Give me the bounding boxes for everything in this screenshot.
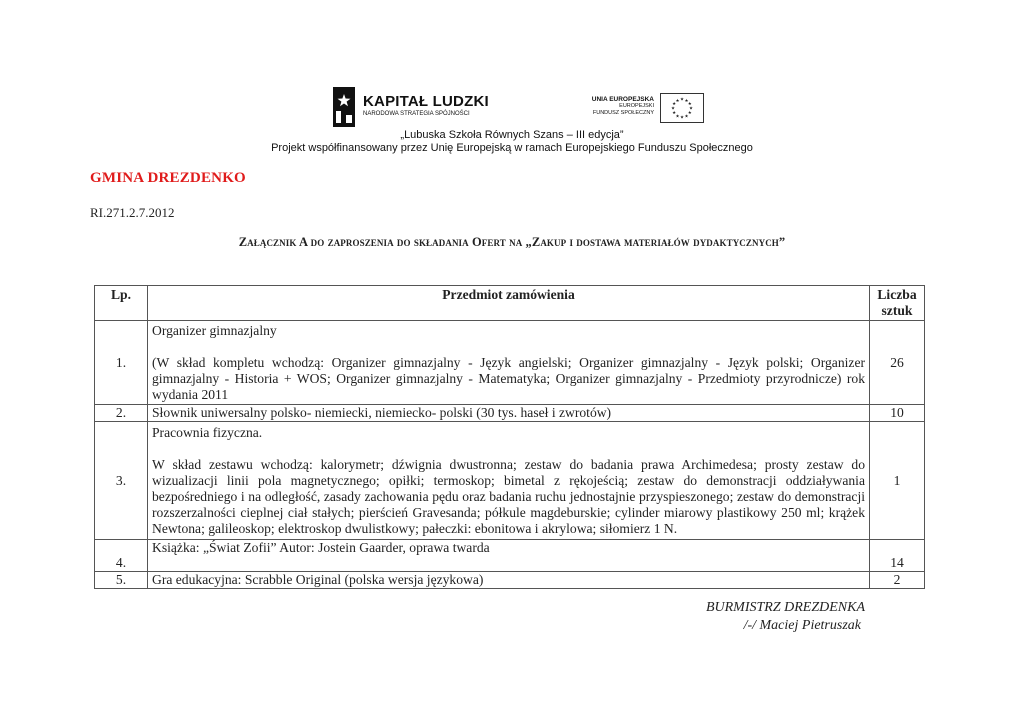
header-lp: Lp. [95,286,148,321]
signature-title: BURMISTRZ DREZDENKA [705,600,865,615]
kapital-ludzki-subtitle: NARODOWA STRATEGIA SPÓJNOŚCI [363,111,470,117]
eu-star-icon: ★ [687,110,692,116]
header-qty-line2: sztuk [881,303,913,318]
row-item [148,540,870,572]
row-qty: 26 [870,321,925,405]
table-row [95,405,925,422]
eu-logo [591,93,704,123]
row-item [148,422,870,540]
row-qty: 1 [870,422,925,540]
row-lp: 5. [95,572,148,589]
row-description: (W skład kompletu wchodzą: Organizer gimnazjalny - Język angielski; Organizer gimnazjalny - Język polski; Organizer gimnazjalny - Historia + WOS; Organizer gimnazjalny - Matematyka; Organizer gimnazjalny - Przedmioty przyrodnicze) rok wydania 2011 [152,354,865,402]
eu-star-icon: ★ [679,114,685,120]
cofinancing-note: Projekt współfinansowany przez Unię Europejską w ramach Europejskiego Funduszu Społecznego [271,142,753,154]
eu-star-icon: ★ [672,101,677,107]
eu-star-icon: ★ [687,101,692,107]
header-qty [870,286,925,321]
eu-fund-line1: EUROPEJSKI [619,103,654,109]
signature-name: /-/ Maciej Pietruszak [743,618,861,633]
row-item [148,572,870,589]
row-lp: 1. [95,321,148,405]
table-row [95,422,925,540]
signature-block [706,600,865,634]
table-header-row [95,286,925,321]
eu-star-icon: ★ [675,97,680,103]
eu-star-icon: ★ [688,105,694,111]
row-item [148,405,870,422]
order-table [94,285,925,589]
kapital-ludzki-logo-icon [333,87,355,127]
row-title: Gra edukacyjna: Scrabble Original (polska wersja językowa) [152,572,484,587]
row-lp: 4. [95,540,148,572]
annex-title: Załącznik A do zaproszenia do składania Ofert na „Zakup i dostawa materiałów dydaktycznych” [238,235,786,249]
row-title: Organizer gimnazjalny [152,322,277,338]
row-title: Słownik uniwersalny polsko- niemiecki, niemiecko- polski (30 tys. haseł i zwrotów) [152,405,612,420]
table-row [95,572,925,589]
eu-star-icon: ★ [675,113,680,119]
row-lp: 2. [95,405,148,422]
header-item: Przedmiot zamówienia [148,286,870,321]
eu-star-icon: ★ [684,113,689,119]
table-row [95,321,925,405]
eu-star-icon: ★ [684,97,689,103]
municipality-name: GMINA DREZDENKO [90,170,246,186]
project-name: „Lubuska Szkoła Równych Szans – III edycja” [400,129,624,141]
reference-number: RI.271.2.7.2012 [90,205,175,220]
row-title: Pracownia fizyczna. [152,424,263,440]
eu-star-icon: ★ [679,96,685,102]
eu-logo-text [592,96,654,117]
row-description: W skład zestawu wchodzą: kalorymetr; dźwignia dwustronna; zestaw do badania prawa Archimedesa; prosty zestaw do wizualizacji linii pola magnetycznego; opiłki; termoskop; bimetal z rękojeścią; zestaw do demonstracji oddziaływania bezpośredniego i na odległość, zasady zachowania pędu oraz badania ruchu jednostajnie przyspieszonego; zestaw do demonstracji rozszerzalności cieplnej ciał stałych; pierścień Gravesanda; półkule magdeburskie; cylinder miarowy plastikowy 250 ml; krążek Newtona; galileoskop; elektroskop dwulistkowy; pałeczki: ebonitowa i akrylowa; siłomierz 1 N. [152,456,865,536]
kapital-ludzki-logo [333,87,489,131]
eu-fund-line2: FUNDUSZ SPOŁECZNY [592,110,654,116]
row-qty: 2 [870,572,925,589]
row-item [148,321,870,405]
eu-star-icon: ★ [672,110,677,116]
eu-name: UNIA EUROPEJSKA [591,96,654,103]
row-qty: 14 [870,540,925,572]
eu-star-icon: ★ [670,105,676,111]
row-title: Książka: „Świat Zofii” Autor: Jostein Gaarder, oprawa twarda [152,540,490,555]
row-qty: 10 [870,405,925,422]
eu-flag-icon [660,93,704,123]
table-row [95,540,925,572]
header-qty-line1: Liczba [877,287,917,302]
row-lp: 3. [95,422,148,540]
kapital-ludzki-title: KAPITAŁ LUDZKI [363,93,489,110]
